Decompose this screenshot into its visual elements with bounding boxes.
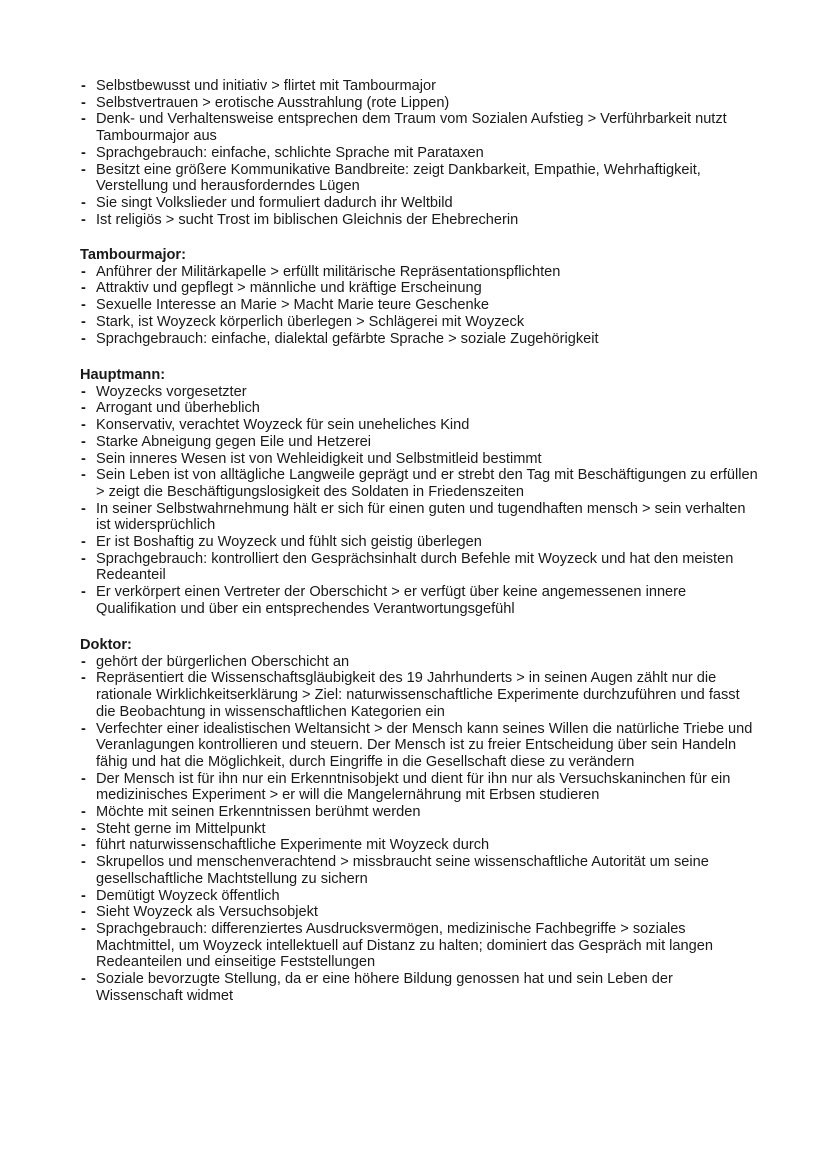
list-item: - Soziale bevorzugte Stellung, da er eine höhere Bildung genossen hat und sein Leben der Wissenschaft widmet <box>80 971 760 1004</box>
list-item: - Sein inneres Wesen ist von Wehleidigkeit und Selbstmitleid bestimmt <box>80 451 760 468</box>
list-item: - Selbstvertrauen > erotische Ausstrahlung (rote Lippen) <box>80 95 760 112</box>
list-item: - Sein Leben ist von alltägliche Langweile geprägt und er strebt den Tag mit Beschäftigungen zu erfüllen > zeigt die Beschäftigungslosigkeit des Soldaten in Friedenszeiten <box>80 467 760 500</box>
tambourmajor-list <box>80 264 760 348</box>
list-item: - Sieht Woyzeck als Versuchsobjekt <box>80 904 760 921</box>
list-item: - Sie singt Volkslieder und formuliert dadurch ihr Weltbild <box>80 195 760 212</box>
list-item: - Stark, ist Woyzeck körperlich überlegen > Schlägerei mit Woyzeck <box>80 314 760 331</box>
doktor-list <box>80 654 760 1005</box>
list-item: - Sprachgebrauch: einfache, dialektal gefärbte Sprache > soziale Zugehörigkeit <box>80 331 760 348</box>
list-item: - Möchte mit seinen Erkenntnissen berühmt werden <box>80 804 760 821</box>
list-item: - Verfechter einer idealistischen Weltansicht > der Mensch kann seines Willen die natürliche Triebe und Veranlagungen kontrollieren und steuern. Der Mensch ist zu freier Entscheidung über sein Handeln fähig und hat die Möglichkeit, durch Eingriffe in die Gesellschaft diese zu verändern <box>80 721 760 771</box>
list-item: - Skrupellos und menschenverachtend > missbraucht seine wissenschaftliche Autorität um seine gesellschaftliche Machtstellung zu sichern <box>80 854 760 887</box>
tambourmajor-section <box>80 247 760 347</box>
list-item: - Konservativ, verachtet Woyzeck für sein uneheliches Kind <box>80 417 760 434</box>
list-item: - Repräsentiert die Wissenschaftsgläubigkeit des 19 Jahrhunderts > in seinen Augen zählt nur die rationale Wirklichkeitserklärung > Ziel: naturwissenschaftliche Experimente durchzuführen und fasst die Beobachtung in wissenschaftlichen Kategorien ein <box>80 670 760 720</box>
list-item: - Starke Abneigung gegen Eile und Hetzerei <box>80 434 760 451</box>
list-item: - Arrogant und überheblich <box>80 400 760 417</box>
list-item: - führt naturwissenschaftliche Experimente mit Woyzeck durch <box>80 837 760 854</box>
section-heading: Tambourmajor: <box>80 247 186 263</box>
hauptmann-list <box>80 384 760 618</box>
list-item: - gehört der bürgerlichen Oberschicht an <box>80 654 760 671</box>
list-item: - Der Mensch ist für ihn nur ein Erkenntnisobjekt und dient für ihn nur als Versuchskaninchen für ein medizinisches Experiment > er will die Mangelernährung mit Erbsen studieren <box>80 771 760 804</box>
list-item: - Sprachgebrauch: kontrolliert den Gesprächsinhalt durch Befehle mit Woyzeck und hat den meisten Redeanteil <box>80 551 760 584</box>
list-item: - Demütigt Woyzeck öffentlich <box>80 888 760 905</box>
list-item: - Denk- und Verhaltensweise entsprechen dem Traum vom Sozialen Aufstieg > Verführbarkeit nutzt Tambourmajor aus <box>80 111 760 144</box>
list-item: - Anführer der Militärkapelle > erfüllt militärische Repräsentationspflichten <box>80 264 760 281</box>
hauptmann-section <box>80 367 760 618</box>
doktor-section <box>80 637 760 1004</box>
list-item: - In seiner Selbstwahrnehmung hält er sich für einen guten und tugendhaften mensch > sein verhalten ist widersprüchlich <box>80 501 760 534</box>
intro-list <box>80 78 760 228</box>
list-item: - Sexuelle Interesse an Marie > Macht Marie teure Geschenke <box>80 297 760 314</box>
list-item: - Er verkörpert einen Vertreter der Oberschicht > er verfügt über keine angemessenen innere Qualifikation und über ein entsprechendes Verantwortungsgefühl <box>80 584 760 617</box>
list-item: - Er ist Boshaftig zu Woyzeck und fühlt sich geistig überlegen <box>80 534 760 551</box>
list-item: - Attraktiv und gepflegt > männliche und kräftige Erscheinung <box>80 280 760 297</box>
list-item: - Selbstbewusst und initiativ > flirtet mit Tambourmajor <box>80 78 760 95</box>
list-item: - Sprachgebrauch: differenziertes Ausdrucksvermögen, medizinische Fachbegriffe > soziales Machtmittel, um Woyzeck intellektuell auf Distanz zu halten; dominiert das Gespräch mit langen Redeanteilen und einseitige Feststellungen <box>80 921 760 971</box>
section-heading: Doktor: <box>80 637 132 653</box>
list-item: - Steht gerne im Mittelpunkt <box>80 821 760 838</box>
list-item: - Sprachgebrauch: einfache, schlichte Sprache mit Parataxen <box>80 145 760 162</box>
list-item: - Woyzecks vorgesetzter <box>80 384 760 401</box>
list-item: - Ist religiös > sucht Trost im biblischen Gleichnis der Ehebrecherin <box>80 212 760 229</box>
section-heading: Hauptmann: <box>80 367 166 383</box>
list-item: - Besitzt eine größere Kommunikative Bandbreite: zeigt Dankbarkeit, Empathie, Wehrhaftigkeit, Verstellung und herausforderndes Lügen <box>80 162 760 195</box>
intro-section <box>80 78 760 228</box>
